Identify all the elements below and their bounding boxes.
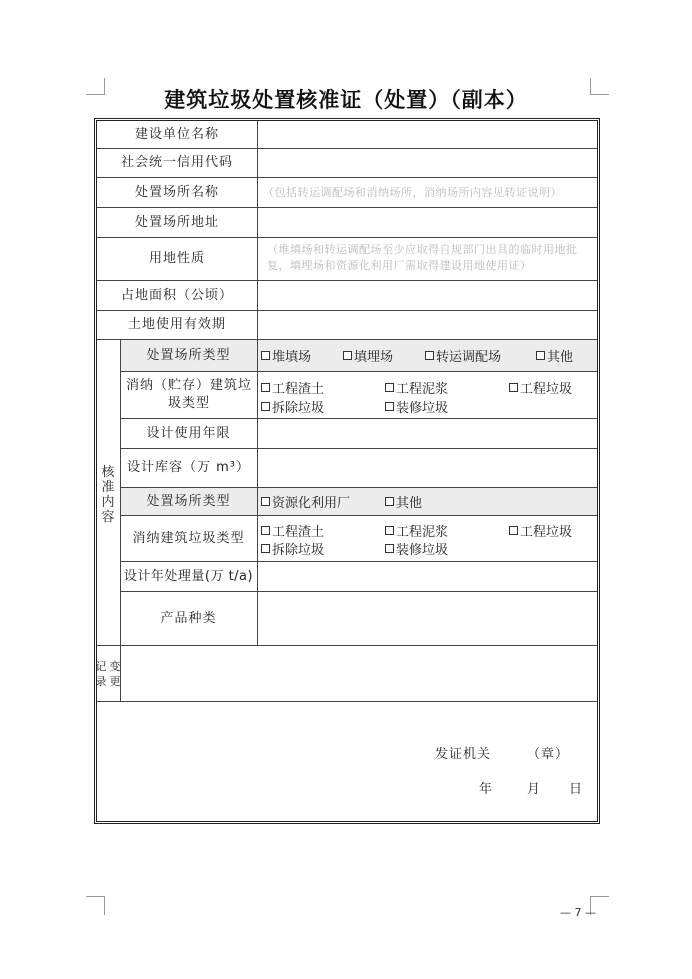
approval-content-label: 核准内容 xyxy=(101,465,115,525)
crop-mark-bottom-left xyxy=(86,896,105,915)
option-heap-fill[interactable]: 堆填场 xyxy=(261,346,311,365)
page-number: — 7 — xyxy=(560,906,596,919)
option-decoration-b[interactable]: 装修垃圾 xyxy=(385,539,448,558)
label-credit-code: 社会统一信用代码 xyxy=(120,155,233,170)
option-decoration-a[interactable]: 装修垃圾 xyxy=(385,397,448,416)
option-recycling-plant[interactable]: 资源化利用厂 xyxy=(261,492,350,511)
option-transfer-station[interactable]: 转运调配场 xyxy=(425,346,501,365)
label-unit-name: 建设单位名称 xyxy=(134,126,219,142)
issuing-authority: 发证机关 xyxy=(435,747,492,762)
checkbox-icon xyxy=(261,351,270,360)
field-credit-code[interactable] xyxy=(258,149,597,177)
field-land-validity[interactable] xyxy=(258,311,597,339)
label-area: 占地面积（公顷） xyxy=(120,287,233,303)
page-title: 建筑垃圾处置核准证（处置）（副本） xyxy=(164,87,528,112)
option-landfill[interactable]: 填埋场 xyxy=(343,346,393,365)
label-land-validity: 土地使用有效期 xyxy=(127,317,226,332)
checkbox-icon xyxy=(385,526,394,535)
date-day: 日 xyxy=(569,782,584,797)
checkbox-icon xyxy=(261,402,270,411)
field-area[interactable] xyxy=(258,281,597,310)
checkbox-icon xyxy=(343,351,352,360)
checkbox-icon xyxy=(509,526,518,535)
checkbox-icon xyxy=(261,544,270,553)
label-site-type-a: 处置场所类型 xyxy=(146,347,231,363)
checkbox-icon xyxy=(385,402,394,411)
certificate-table xyxy=(94,118,600,824)
label-site-address: 处置场所地址 xyxy=(134,214,219,230)
date-month: 月 xyxy=(527,782,542,797)
checkbox-icon xyxy=(261,526,270,535)
checkbox-icon xyxy=(385,383,394,392)
option-eng-waste-a[interactable]: 工程垃圾 xyxy=(509,378,572,397)
checkbox-icon xyxy=(261,383,270,392)
label-product-type: 产品种类 xyxy=(160,610,217,626)
field-annual-throughput[interactable] xyxy=(258,562,597,591)
field-site-address[interactable] xyxy=(258,208,597,237)
option-muck-a[interactable]: 工程渣土 xyxy=(261,378,324,397)
site-name-hint: （包括转运调配场和消纳场所，消纳场所内容见转证说明） xyxy=(263,186,562,199)
checkbox-icon xyxy=(385,544,394,553)
label-site-name: 处置场所名称 xyxy=(134,184,219,200)
field-change-record[interactable] xyxy=(121,646,597,701)
option-mud-b[interactable]: 工程泥浆 xyxy=(385,521,448,540)
change-record-label-col1: 变更 xyxy=(109,660,121,688)
option-demolition-b[interactable]: 拆除垃圾 xyxy=(261,539,324,558)
field-design-years[interactable] xyxy=(258,419,597,448)
option-muck-b[interactable]: 工程渣土 xyxy=(261,521,324,540)
label-annual-throughput: 设计年处理量(万 t/a) xyxy=(123,568,254,584)
label-design-years: 设计使用年限 xyxy=(146,425,231,441)
land-nature-hint: （堆填场和转运调配场至少应取得自规部门出具的临时用地批复，填埋场和资源化利用厂需取得建设用地使用证） xyxy=(267,243,578,272)
checkbox-icon xyxy=(385,497,394,506)
option-mud-a[interactable]: 工程泥浆 xyxy=(385,378,448,397)
checkbox-icon xyxy=(261,497,270,506)
label-waste-type-b: 消纳建筑垃圾类型 xyxy=(132,530,245,546)
change-record-label-col2: 记录 xyxy=(95,660,107,688)
option-other-a[interactable]: 其他 xyxy=(536,346,573,365)
field-design-capacity[interactable] xyxy=(258,449,597,487)
label-design-capacity: 设计库容（万 m³） xyxy=(126,460,250,475)
option-eng-waste-b[interactable]: 工程垃圾 xyxy=(509,521,572,540)
label-land-nature: 用地性质 xyxy=(148,251,205,266)
field-unit-name[interactable] xyxy=(258,121,597,148)
date-year: 年 xyxy=(479,782,494,797)
checkbox-icon xyxy=(509,383,518,392)
label-waste-type-a: 消纳（贮存）建筑垃圾类型 xyxy=(125,378,252,411)
option-demolition-a[interactable]: 拆除垃圾 xyxy=(261,397,324,416)
option-other-b[interactable]: 其他 xyxy=(385,492,422,511)
seal-mark: （章） xyxy=(527,747,570,762)
label-site-type-b: 处置场所类型 xyxy=(146,493,231,509)
field-product-type[interactable] xyxy=(258,592,597,645)
checkbox-icon xyxy=(536,351,545,360)
checkbox-icon xyxy=(425,351,434,360)
